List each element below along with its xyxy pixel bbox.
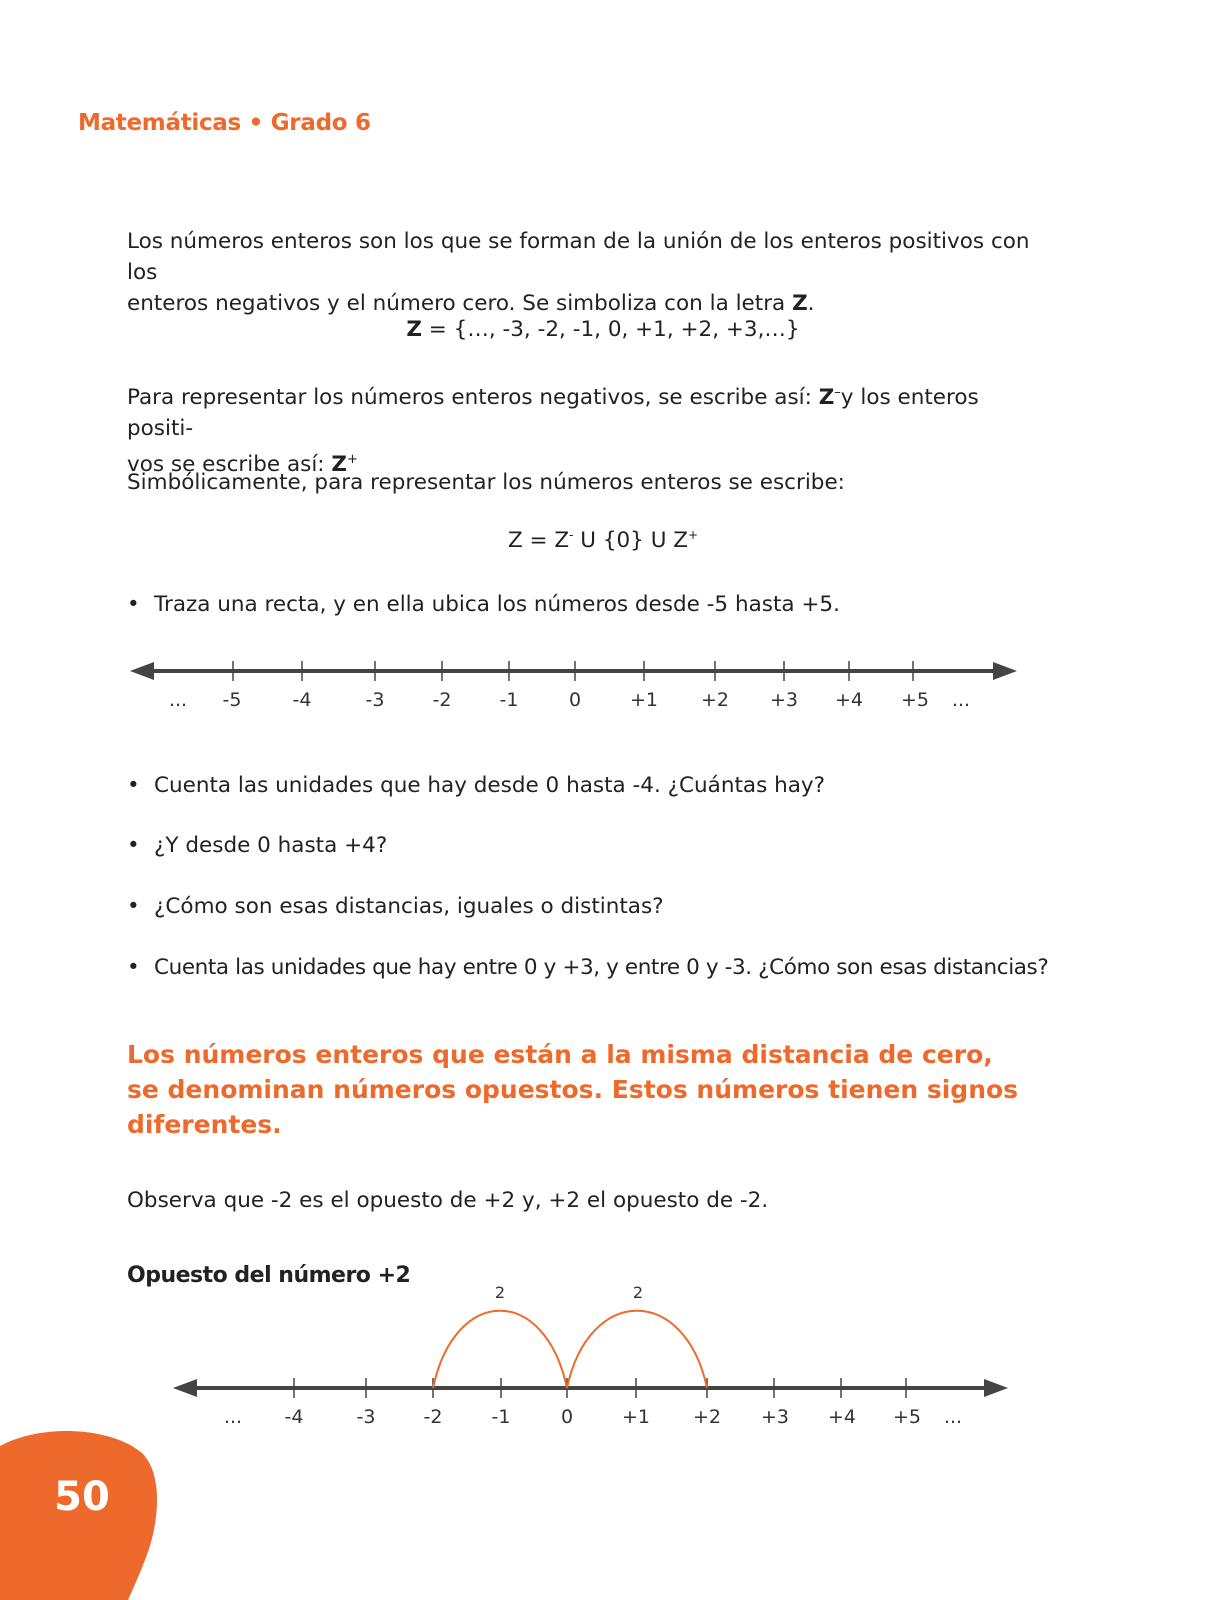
- tick-label: +2: [692, 1406, 722, 1428]
- arc-label: 2: [494, 1283, 506, 1302]
- set-formula: [0, 317, 1206, 342]
- bullet-text: ¿Cómo son esas distancias, iguales o distintas?: [154, 894, 664, 919]
- right-arrow-icon: [984, 1379, 1008, 1397]
- bullet-dot: •: [127, 773, 140, 798]
- set-formula-z: Z: [406, 317, 422, 342]
- tick-label: +3: [769, 689, 799, 711]
- positive-superscript: +: [346, 452, 358, 468]
- highlight-line-1: Los números enteros que están a la misma distancia de cero,: [127, 1040, 993, 1069]
- tick-label: -2: [423, 1406, 443, 1428]
- highlight-line-2-text: se denominan: [127, 1075, 334, 1104]
- representation-paragraph: [127, 377, 1037, 480]
- bullet-text: Traza una recta, y en ella ubica los números desde -5 hasta +5.: [154, 592, 840, 617]
- opposite-title: Opuesto del número +2: [127, 1263, 411, 1288]
- union-pos-sup: +: [688, 528, 699, 542]
- union-formula-left: Z = Z: [507, 528, 570, 554]
- tick-label: ...: [168, 689, 188, 711]
- z-symbol: Z: [792, 291, 808, 316]
- tick-label: -4: [292, 689, 312, 711]
- highlight-line-2-end: . Estos números tienen signos: [593, 1075, 1019, 1104]
- tick-label: 0: [568, 689, 582, 711]
- left-arrow-icon: [173, 1379, 197, 1397]
- highlight-line-3: diferentes.: [127, 1110, 282, 1139]
- number-line-1: [0, 640, 1206, 730]
- symbolic-text: Simbólicamente, para representar los números enteros se escribe:: [127, 470, 845, 495]
- repr-line-2-text: vos se escribe así:: [127, 452, 332, 478]
- left-arrow-icon: [130, 662, 154, 680]
- z-negative-symbol: Z: [818, 385, 835, 411]
- tick-label: -1: [499, 689, 519, 711]
- bullet-dot: •: [127, 894, 140, 919]
- tick-label: +1: [629, 689, 659, 711]
- observe-text: Observa que -2 es el opuesto de +2 y, +2 el opuesto de -2.: [127, 1188, 769, 1213]
- tick-label: +5: [900, 689, 930, 711]
- union-formula: [0, 528, 1206, 553]
- union-neg-sup: -: [569, 528, 574, 542]
- bullet-text: Cuenta las unidades que hay desde 0 hasta -4. ¿Cuántas hay?: [154, 773, 826, 798]
- tick-label: ...: [943, 1406, 963, 1428]
- repr-line-1-end: y los enteros positi-: [127, 385, 979, 442]
- opposite-numbers-term: números opuestos: [333, 1075, 594, 1104]
- tick-label: -5: [222, 689, 242, 711]
- tick-label: ...: [223, 1406, 243, 1428]
- repr-line-1-text: Para representar los números enteros negativos, se escribe así:: [127, 385, 819, 411]
- tick-label: -3: [356, 1406, 376, 1428]
- distance-arc-left: [433, 1311, 567, 1388]
- tick-label: -4: [284, 1406, 304, 1428]
- bullet-text: Cuenta las unidades que hay entre 0 y +3, y entre 0 y -3. ¿Cómo son esas distancias?: [154, 955, 1049, 980]
- tick-label: -2: [432, 689, 452, 711]
- z-positive-symbol: Z: [331, 452, 347, 478]
- number-line-2: [0, 1270, 1206, 1440]
- tick-label: -1: [491, 1406, 511, 1428]
- tick-label: 0: [560, 1406, 574, 1428]
- union-formula-middle: U {0} U Z: [573, 528, 688, 554]
- number-line-1-labels: [169, 689, 970, 711]
- intro-line-2: [127, 288, 1037, 319]
- negative-superscript: –: [834, 385, 841, 400]
- arc-label: 2: [632, 1283, 644, 1302]
- tick-label: +3: [760, 1406, 790, 1428]
- bullet-dot: •: [127, 955, 140, 980]
- page-number-badge: [0, 1428, 170, 1600]
- number-line-2-labels: [224, 1406, 962, 1428]
- intro-line-2-end: .: [807, 291, 815, 316]
- distance-arc-right: [567, 1311, 707, 1388]
- header-title: Matemáticas • Grado 6: [78, 110, 371, 136]
- tick-label: -3: [365, 689, 385, 711]
- highlight-line-2: [127, 1072, 1027, 1107]
- bullet-text: ¿Y desde 0 hasta +4?: [154, 833, 388, 858]
- right-arrow-icon: [993, 662, 1017, 680]
- tick-label: ...: [951, 689, 971, 711]
- intro-paragraph: [127, 226, 1037, 319]
- tick-label: +5: [892, 1406, 922, 1428]
- tick-label: +4: [827, 1406, 857, 1428]
- tick-label: +2: [700, 689, 730, 711]
- repr-line-1: [127, 377, 1037, 444]
- highlight-definition: [127, 1037, 1027, 1142]
- set-formula-elements: = {…, -3, -2, -1, 0, +1, +2, +3,…}: [421, 317, 800, 342]
- intro-line-2-text: enteros negativos y el número cero. Se simboliza con la letra: [127, 291, 793, 316]
- intro-line-1: Los números enteros son los que se forman de la unión de los enteros positivos con los: [127, 229, 1030, 285]
- page-number: 50: [54, 1474, 110, 1520]
- tick-label: +1: [621, 1406, 651, 1428]
- bullet-dot: •: [127, 833, 140, 858]
- bullet-dot: •: [127, 592, 140, 617]
- tick-label: +4: [834, 689, 864, 711]
